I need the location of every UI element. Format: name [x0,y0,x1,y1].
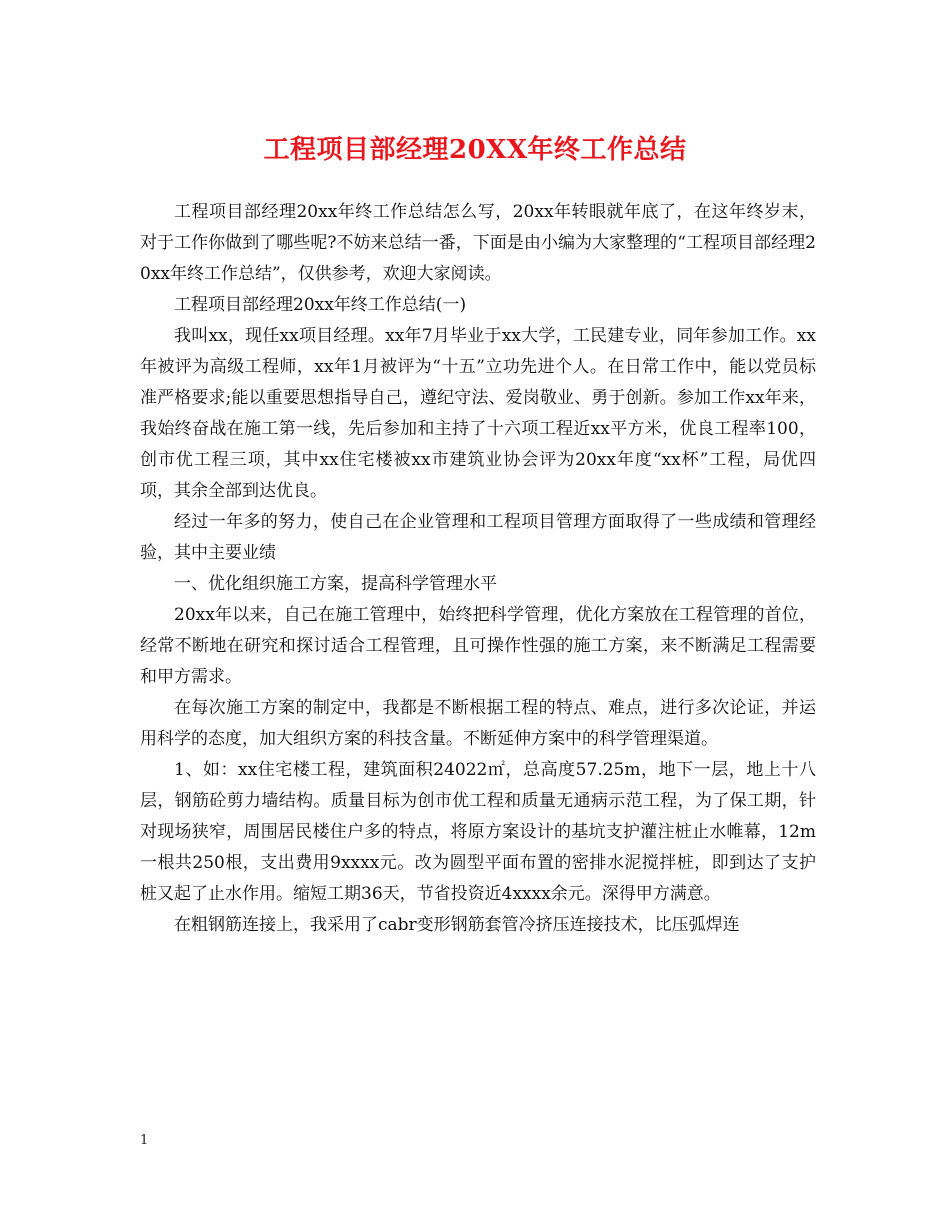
paragraph-section-heading-1: 工程项目部经理20xx年终工作总结(一) [174,295,467,315]
paragraph-example-1: 1、如：xx住宅楼工程，建筑面积24022㎡，总高度57.25m，地下一层，地上十八层，钢筋砼剪力墙结构。质量目标为创市优工程和质量无通病示范工程，为了保工期，针对现场狭窄，周围居民楼住户多的特点，将原方案设计的基坑支护灌注桩止水帷幕，12m一根共250根，支出费用9xxxx元。改为圆型平面布置的密排水泥搅拌桩，即到达了支护桩又起了止水作用。缩短工期36天，节省投资近4xxxx余元。深得甲方满意。 [140,760,816,904]
paragraph-management: 20xx年以来，自己在施工管理中，始终把科学管理，优化方案放在工程管理的首位，经常不断地在研究和探讨适合工程管理，且可操作性强的施工方案，来不断满足工程需要和甲方需求。 [140,605,816,687]
paragraph-achievements-intro: 经过一年多的努力，使自己在企业管理和工程项目管理方面取得了一些成绩和管理经验，其中主要业绩 [140,512,816,563]
paragraph-subheading-1: 一、优化组织施工方案，提高科学管理水平 [174,574,497,594]
paragraph-intro: 工程项目部经理20xx年终工作总结怎么写，20xx年转眼就年底了，在这年终岁末，对于工作你做到了哪些呢?不妨来总结一番，下面是由小编为大家整理的“工程项目部经理20xx年终工作总结”，仅供参考，欢迎大家阅读。 [140,202,816,284]
paragraph-steel-connection: 在粗钢筋连接上，我采用了cabr变形钢筋套管冷挤压连接技术，比压弧焊连 [174,915,740,935]
paragraph-planning: 在每次施工方案的制定中，我都是不断根据工程的特点、难点，进行多次论证，并运用科学的态度，加大组织方案的科技含量。不断延伸方案中的科学管理渠道。 [140,698,816,749]
page-number: 1 [140,1133,149,1148]
document-body [140,197,816,941]
document-title: 工程项目部经理20XX年终工作总结 [263,135,687,165]
paragraph-background: 我叫xx，现任xx项目经理。xx年7月毕业于xx大学，工民建专业，同年参加工作。xx年被评为高级工程师，xx年1月被评为“十五”立功先进个人。在日常工作中，能以党员标准严格要求;能以重要思想指导自己，遵纪守法、爱岗敬业、勇于创新。参加工作xx年来，我始终奋战在施工第一线，先后参加和主持了十六项工程近xx平方米，优良工程率100，创市优工程三项，其中xx住宅楼被xx市建筑业协会评为20xx年度“xx杯”工程，局优四项，其余全部到达优良。 [140,326,816,501]
